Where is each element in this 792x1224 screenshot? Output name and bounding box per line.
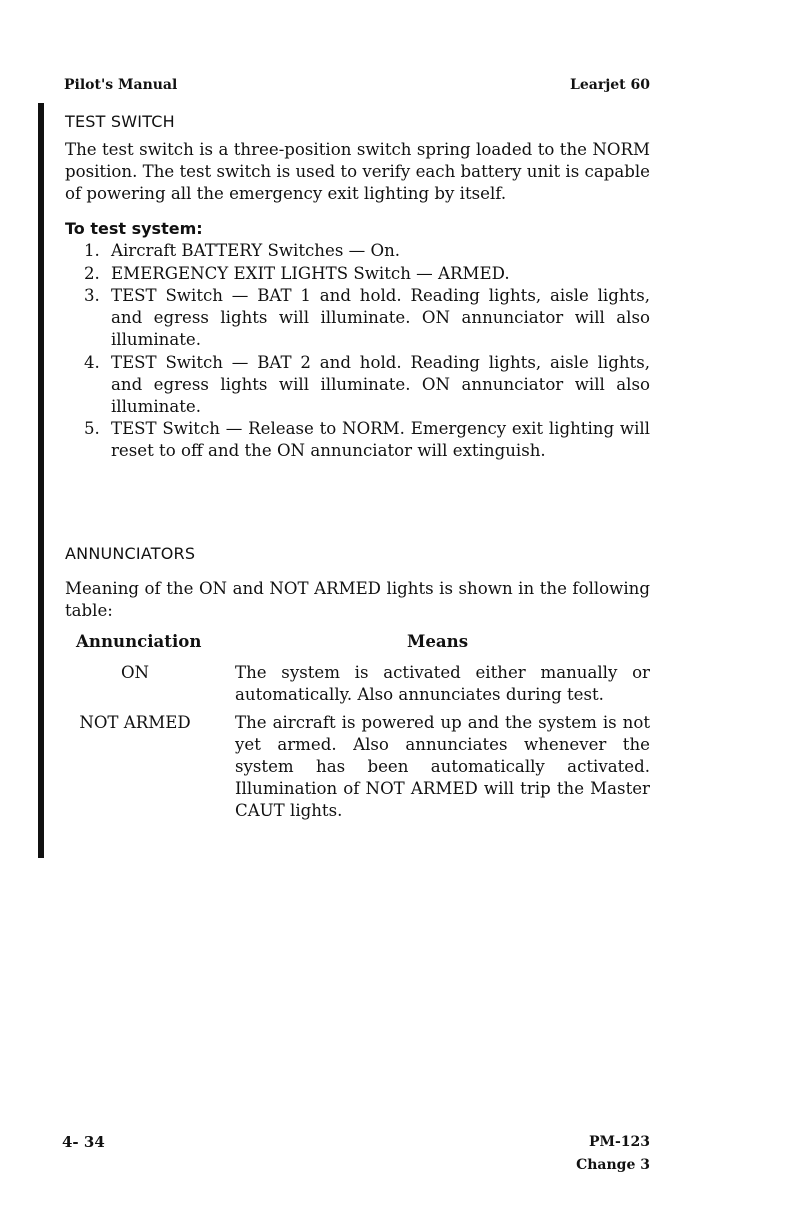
step-text: TEST Switch — Release to NORM. Emergency exit lighting will reset to off and the ON annunciator will extinguish.	[111, 419, 650, 460]
procedure-step	[65, 263, 650, 285]
test-switch-heading: TEST SWITCH	[65, 112, 175, 131]
test-switch-description: The test switch is a three-position switch spring loaded to the NORM position. The test switch is used to verify each battery unit is capable of powering all the emergency exit lighting by itself.	[65, 140, 650, 203]
step-text: TEST Switch — BAT 2 and hold. Reading lights, aisle lights, and egress lights will illuminate. ON annunciator will also illuminate.	[111, 352, 650, 416]
revision-change-bar	[38, 103, 44, 858]
column-header-annunciation: Annunciation	[76, 631, 202, 651]
procedure-step	[65, 285, 650, 351]
procedure-steps	[65, 240, 650, 463]
annunciation-term: ON	[120, 663, 150, 682]
procedure-step	[65, 352, 650, 418]
header-aircraft-model: Learjet 60	[570, 77, 650, 93]
procedure-title: To test system:	[65, 219, 203, 238]
step-text: Aircraft BATTERY Switches — On.	[111, 241, 401, 260]
step-number: 5.	[84, 419, 100, 438]
annunciation-term: NOT ARMED	[79, 713, 191, 732]
step-number: 2.	[84, 263, 100, 283]
step-number: 1.	[84, 241, 100, 260]
step-text: TEST Switch — BAT 1 and hold. Reading lights, aisle lights, and egress lights will illuminate. ON annunciator will also illuminate.	[111, 286, 650, 349]
procedure-step	[65, 418, 650, 462]
annunciation-meaning: The aircraft is powered up and the system is not yet armed. Also annunciates whenever the system has been automatically activated. Illumination of NOT ARMED will trip the Master CAUT lights.	[235, 713, 650, 820]
annunciators-heading: ANNUNCIATORS	[65, 544, 196, 563]
document-number: PM-123	[588, 1134, 650, 1150]
step-number: 3.	[84, 286, 100, 305]
page-number: 4- 34	[62, 1133, 105, 1151]
column-header-means: Means	[407, 631, 469, 651]
step-number: 4.	[84, 352, 100, 372]
change-number: Change 3	[576, 1157, 650, 1173]
step-text: EMERGENCY EXIT LIGHTS Switch — ARMED.	[111, 263, 510, 283]
annunciators-description: Meaning of the ON and NOT ARMED lights is shown in the following table:	[65, 579, 650, 620]
header-manual-title: Pilot's Manual	[64, 77, 178, 93]
procedure-step	[65, 240, 650, 262]
annunciation-meaning: The system is activated either manually or automatically. Also annunciates during test.	[235, 663, 650, 704]
